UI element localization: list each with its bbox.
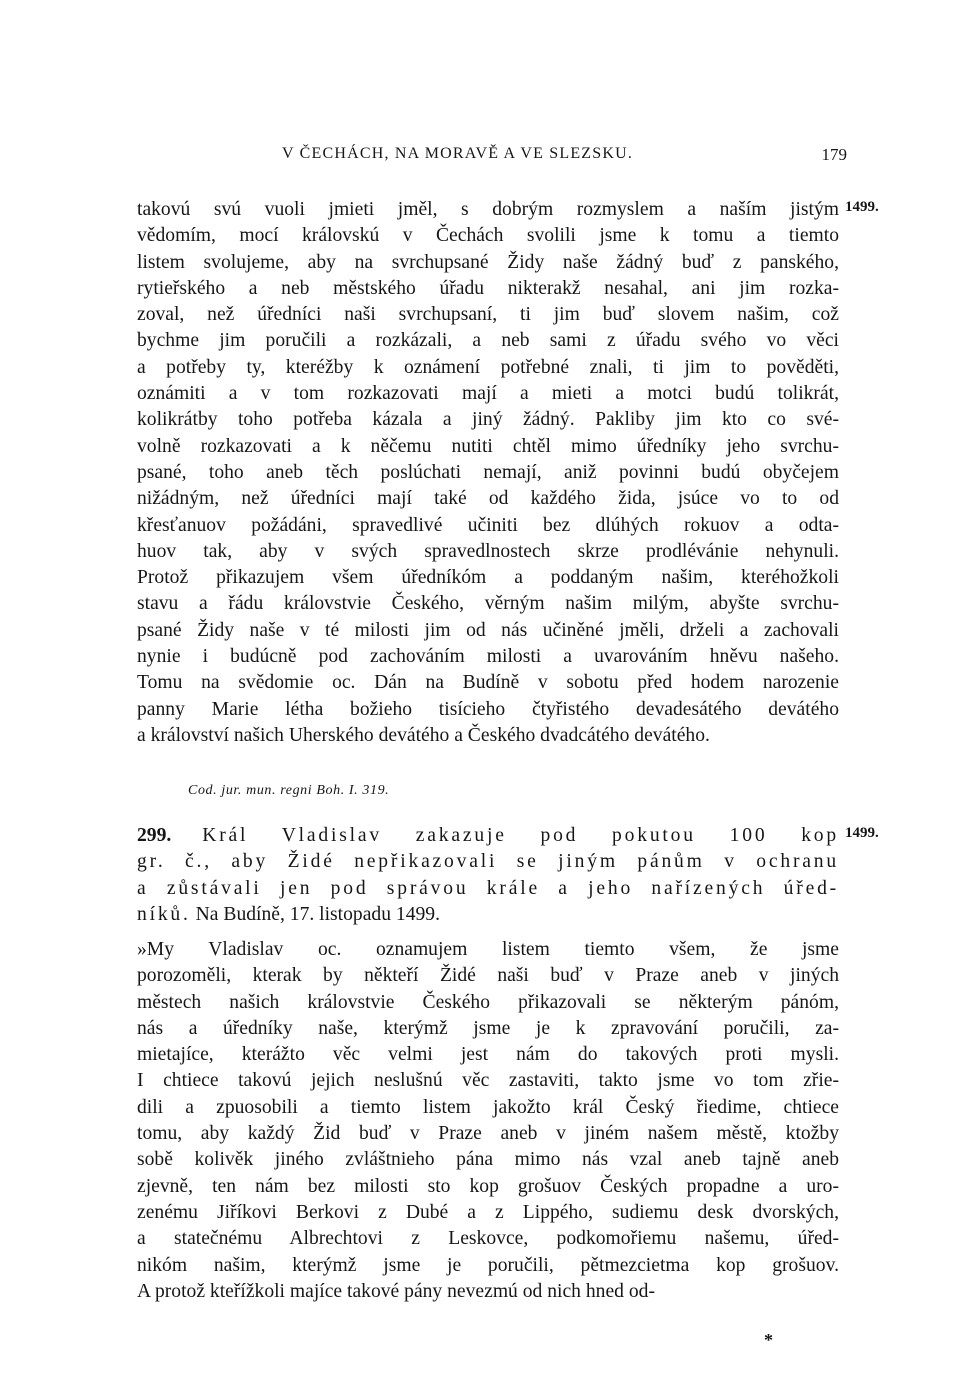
text-line: mietajíce, kterážto věc velmi jest nám do takových proti mysli.	[137, 1044, 839, 1066]
entry-date-line	[137, 902, 839, 928]
text-line: zenému Jiříkovi Berkovi z Dubé a z Lippého, sudiemu desk dvorských,	[137, 1201, 839, 1223]
text-line: »My Vladislav oc. oznamujem listem tiemto všem, že jsme	[137, 939, 839, 960]
entry-number: 299.	[137, 825, 172, 846]
text-line: zjevně, ten nám bez milosti sto kop grošuov Českých propadne a uro-	[137, 1175, 839, 1197]
text-line: nižádným, než úředníci mají také od každého žida, jsúce vo to od	[137, 488, 839, 510]
margin-year-note: 1499.	[845, 199, 879, 215]
text-line: a statečnému Albrechtovi z Leskovce, podkomořiemu našemu, úřed-	[137, 1228, 839, 1250]
text-line: psané, toho aneb těch poslúchati nemají, aniž povinni budú obyčejem	[137, 461, 839, 483]
text-line: panny Marie létha božieho tisícieho čtyřistého devadesátého devátého	[137, 698, 839, 720]
text-line: oznámiti a v tom rozkazovati mají a mieti a motci budú tolikrát,	[137, 383, 839, 405]
margin-year-note: 1499.	[845, 825, 879, 841]
text-line: stavu a řádu královstvie Českého, věrným našim milým, abyšte svrchu-	[137, 593, 839, 615]
text-line: bychme jim poručili a rozkázali, a neb sami z úřadu svého vo věci	[137, 330, 839, 352]
text-line: porozoměli, kterak by někteří Židé naši buď v Praze aneb v jiných	[137, 965, 839, 987]
text-line: nás a úředníky naše, kterýmž jsme je k zpravování poručili, za-	[137, 1017, 839, 1039]
text-line: a potřeby ty, kteréžby k oznámení potřebné znali, ti jim to pověděti,	[137, 356, 839, 378]
text-line: Protož přikazujem všem úředníkóm a poddaným našim, kteréhožkoli	[137, 567, 839, 589]
entry-heading-line	[137, 823, 839, 849]
text-line: zoval, než úředníci naši svrchupsaní, ti jim buď slovem našim, což	[137, 304, 839, 326]
entry-summary-line: a zůstávali jen pod správou krále a jeho nařízených úřed-	[137, 877, 839, 899]
text-line: vědomím, mocí královskú v Čechách svolili jsme k tomu a tiemto	[137, 225, 839, 247]
entry-date: Na Budíně, 17. listopadu 1499.	[190, 903, 440, 925]
entry-299-summary	[137, 823, 839, 928]
text-line: psané Židy naše v té milosti jim od nás učiněné jměli, drželi a zachovali	[137, 619, 839, 641]
text-line: takovú svú vuoli jmieti jměl, s dobrým rozmyslem a naším jistým	[137, 199, 839, 220]
text-line: sobě kolivěk jiného zvláštnieho pána mimo nás vzal aneb tajně aneb	[137, 1149, 839, 1171]
text-line: nynie i budúcně pod zachováním milosti a uvarováním hněvu našeho.	[137, 646, 839, 668]
text-line: křesťanuov požádáni, spravedlivé učiniti bez dlúhých rokuov a odta-	[137, 514, 839, 536]
text-line: rytieřského a neb městského úřadu nikterakž nesahal, ani jim rozka-	[137, 277, 839, 299]
text-line: A protož kteřížkoli majíce takové pány nevezmú od nich hned od-	[137, 1280, 655, 1302]
signature-mark: *	[764, 1330, 773, 1350]
paragraph-document-text	[137, 937, 839, 1305]
text-line: Tomu na svědomie oc. Dán na Budíně v sobotu před hodem narozenie	[137, 672, 839, 694]
source-citation: Cod. jur. mun. regni Boh. I. 319.	[188, 783, 390, 798]
running-header	[137, 145, 847, 171]
text-line: městech našich královstvie Českého přikazovali se některým pánóm,	[137, 991, 839, 1013]
text-line: huov tak, aby v svých spravedlnostech skrze prodlévánie nehynuli.	[137, 540, 839, 562]
text-line: a království našich Uherského devátého a Českého dvadcátého devátého.	[137, 724, 710, 746]
paragraph-charter-text	[137, 197, 839, 749]
text-line: listem svolujeme, aby na svrchupsané Židy naše žádný buď z panského,	[137, 251, 839, 273]
text-line: tomu, aby každý Žid buď v Praze aneb v jiném našem městě, ktožby	[137, 1123, 839, 1145]
text-line: nikóm našim, kterýmž jsme je poručili, pětmezcietma kop grošuov.	[137, 1254, 839, 1276]
text-line: volně rozkazovati a k něčemu nutiti chtěl mimo úředníky jeho svrchu-	[137, 435, 839, 457]
text-line: dili a zpuosobili a tiemto listem jakožto král Český řiedime, chtiece	[137, 1096, 839, 1118]
text-line: kolikrátby toho potřeba kázala a jiný žádný. Pakliby jim kto co své-	[137, 409, 839, 431]
page-number: 179	[821, 145, 847, 164]
entry-heading-text: Král Vladislav zakazuje pod pokutou 100 kop	[202, 825, 839, 846]
text-line: I chtiece takovú jejich neslušnú věc zastaviti, takto jsme vo tom zřie-	[137, 1070, 839, 1092]
entry-summary-end: níků.	[137, 903, 191, 925]
entry-summary-line: gr. č., aby Židé nepřikazovali se jiným pánům v ochranu	[137, 851, 839, 873]
running-header-title: V ČECHÁCH, NA MORAVĚ A VE SLEZSKU.	[282, 145, 634, 162]
